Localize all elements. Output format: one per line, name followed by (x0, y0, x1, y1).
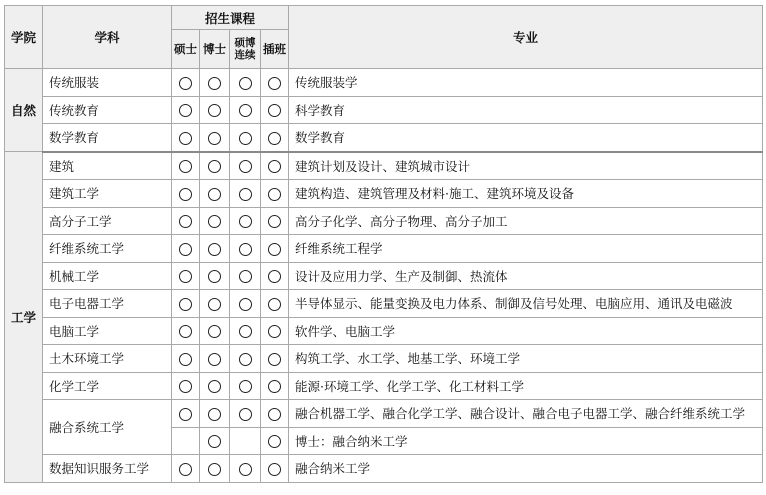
circle-mark-icon (179, 160, 192, 173)
program-mark-cell (230, 96, 261, 124)
program-mark-cell (200, 455, 230, 483)
header-program-integrated: 硕博连续 (230, 30, 261, 69)
table-row (5, 69, 763, 97)
program-mark-cell (261, 207, 289, 235)
program-mark-cell (261, 372, 289, 400)
table-row (5, 207, 763, 235)
header-program-doctor: 博士 (200, 30, 230, 69)
header-program-transfer: 插班 (261, 30, 289, 69)
circle-mark-icon (239, 104, 252, 117)
program-mark-cell (172, 96, 200, 124)
program-mark-cell (200, 152, 230, 180)
circle-mark-icon (208, 160, 221, 173)
circle-mark-icon (239, 270, 252, 283)
subject-cell: 高分子工学 (43, 207, 172, 235)
subject-cell: 化学工学 (43, 372, 172, 400)
program-mark-cell (172, 290, 200, 318)
program-mark-cell (261, 317, 289, 345)
program-mark-cell (261, 262, 289, 290)
program-mark-cell (230, 372, 261, 400)
circle-mark-icon (239, 463, 252, 476)
program-mark-cell (261, 235, 289, 263)
program-mark-cell (172, 69, 200, 97)
table-row (5, 124, 763, 152)
circle-mark-icon (239, 132, 252, 145)
circle-mark-icon (239, 325, 252, 338)
major-cell: 传统服装学 (289, 69, 763, 97)
circle-mark-icon (268, 435, 281, 448)
circle-mark-icon (179, 463, 192, 476)
major-cell: 软件学、电脑工学 (289, 317, 763, 345)
header-program-group: 招生课程 (172, 6, 289, 30)
circle-mark-icon (208, 270, 221, 283)
subject-cell: 机械工学 (43, 262, 172, 290)
header-subject: 学科 (43, 6, 172, 69)
program-mark-cell (172, 400, 200, 428)
circle-mark-icon (179, 298, 192, 311)
program-mark-cell (230, 180, 261, 208)
circle-mark-icon (179, 270, 192, 283)
major-cell: 博士：融合纳米工学 (289, 427, 763, 455)
program-mark-cell (172, 235, 200, 263)
program-mark-cell (261, 427, 289, 455)
circle-mark-icon (268, 77, 281, 90)
table-row (5, 400, 763, 428)
circle-mark-icon (268, 215, 281, 228)
program-mark-cell (230, 69, 261, 97)
table-header (5, 6, 763, 69)
major-cell: 设计及应用力学、生产及制御、热流体 (289, 262, 763, 290)
circle-mark-icon (179, 353, 192, 366)
circle-mark-icon (268, 104, 281, 117)
circle-mark-icon (268, 132, 281, 145)
program-mark-cell (261, 96, 289, 124)
table-row (5, 290, 763, 318)
program-mark-cell (172, 427, 200, 455)
program-mark-cell (172, 345, 200, 373)
circle-mark-icon (239, 380, 252, 393)
circle-mark-icon (268, 298, 281, 311)
circle-mark-icon (239, 408, 252, 421)
program-mark-cell (200, 317, 230, 345)
circle-mark-icon (208, 408, 221, 421)
program-mark-cell (230, 124, 261, 152)
program-mark-cell (200, 69, 230, 97)
major-cell: 数学教育 (289, 124, 763, 152)
circle-mark-icon (179, 104, 192, 117)
circle-mark-icon (179, 243, 192, 256)
header-major: 专业 (289, 6, 763, 69)
circle-mark-icon (268, 243, 281, 256)
subject-cell: 数据知识服务工学 (43, 455, 172, 483)
circle-mark-icon (239, 188, 252, 201)
table-row (5, 455, 763, 483)
program-mark-cell (230, 207, 261, 235)
major-cell: 高分子化学、高分子物理、高分子加工 (289, 207, 763, 235)
program-mark-cell (230, 152, 261, 180)
circle-mark-icon (179, 380, 192, 393)
table-row (5, 317, 763, 345)
program-mark-cell (261, 290, 289, 318)
college-cell: 工学 (5, 152, 43, 483)
program-mark-cell (200, 262, 230, 290)
circle-mark-icon (208, 188, 221, 201)
circle-mark-icon (268, 353, 281, 366)
major-cell: 建筑构造、建筑管理及材料·施工、建筑环境及设备 (289, 180, 763, 208)
program-mark-cell (200, 235, 230, 263)
circle-mark-icon (239, 160, 252, 173)
subject-cell: 电子电器工学 (43, 290, 172, 318)
circle-mark-icon (179, 408, 192, 421)
subject-cell: 传统服装 (43, 69, 172, 97)
circle-mark-icon (179, 132, 192, 145)
program-mark-cell (230, 235, 261, 263)
circle-mark-icon (208, 215, 221, 228)
subject-cell: 纤维系统工学 (43, 235, 172, 263)
program-mark-cell (230, 345, 261, 373)
program-mark-cell (230, 455, 261, 483)
college-cell: 自然 (5, 69, 43, 152)
program-mark-cell (200, 290, 230, 318)
circle-mark-icon (268, 380, 281, 393)
program-mark-cell (261, 69, 289, 97)
circle-mark-icon (208, 463, 221, 476)
circle-mark-icon (268, 188, 281, 201)
circle-mark-icon (239, 298, 252, 311)
program-mark-cell (200, 427, 230, 455)
table-row (5, 152, 763, 180)
program-mark-cell (172, 124, 200, 152)
major-cell: 建筑计划及设计、建筑城市设计 (289, 152, 763, 180)
program-mark-cell (261, 345, 289, 373)
circle-mark-icon (268, 270, 281, 283)
programs-table (4, 5, 763, 483)
circle-mark-icon (179, 215, 192, 228)
header-program-master: 硕士 (172, 30, 200, 69)
program-mark-cell (200, 207, 230, 235)
circle-mark-icon (208, 353, 221, 366)
table-row (5, 96, 763, 124)
program-mark-cell (230, 427, 261, 455)
table-row (5, 235, 763, 263)
subject-cell: 建筑 (43, 152, 172, 180)
header-college: 学院 (5, 6, 43, 69)
program-mark-cell (230, 400, 261, 428)
subject-cell: 建筑工学 (43, 180, 172, 208)
circle-mark-icon (239, 243, 252, 256)
program-mark-cell (200, 372, 230, 400)
major-cell: 融合机器工学、融合化学工学、融合设计、融合电子电器工学、融合纤维系统工学 (289, 400, 763, 428)
table-body (5, 69, 763, 483)
program-mark-cell (172, 455, 200, 483)
circle-mark-icon (239, 215, 252, 228)
program-mark-cell (172, 262, 200, 290)
major-cell: 融合纳米工学 (289, 455, 763, 483)
circle-mark-icon (268, 463, 281, 476)
program-mark-cell (172, 180, 200, 208)
program-mark-cell (200, 96, 230, 124)
circle-mark-icon (179, 188, 192, 201)
program-mark-cell (261, 124, 289, 152)
subject-cell: 数学教育 (43, 124, 172, 152)
circle-mark-icon (239, 77, 252, 90)
circle-mark-icon (179, 77, 192, 90)
program-mark-cell (261, 455, 289, 483)
circle-mark-icon (208, 243, 221, 256)
program-mark-cell (230, 262, 261, 290)
subject-cell: 融合系统工学 (43, 400, 172, 455)
circle-mark-icon (208, 380, 221, 393)
table-row (5, 262, 763, 290)
major-cell: 能源·环境工学、化学工学、化工材料工学 (289, 372, 763, 400)
table-row (5, 372, 763, 400)
program-mark-cell (230, 317, 261, 345)
program-mark-cell (261, 400, 289, 428)
circle-mark-icon (179, 325, 192, 338)
table-row (5, 180, 763, 208)
major-cell: 构筑工学、水工学、地基工学、环境工学 (289, 345, 763, 373)
subject-cell: 传统教育 (43, 96, 172, 124)
program-mark-cell (172, 207, 200, 235)
table-row (5, 345, 763, 373)
circle-mark-icon (208, 77, 221, 90)
program-mark-cell (261, 180, 289, 208)
program-mark-cell (172, 152, 200, 180)
circle-mark-icon (239, 353, 252, 366)
circle-mark-icon (208, 325, 221, 338)
circle-mark-icon (208, 132, 221, 145)
program-mark-cell (200, 180, 230, 208)
circle-mark-icon (268, 408, 281, 421)
circle-mark-icon (208, 104, 221, 117)
major-cell: 科学教育 (289, 96, 763, 124)
subject-cell: 土木环境工学 (43, 345, 172, 373)
circle-mark-icon (268, 325, 281, 338)
major-cell: 纤维系统工程学 (289, 235, 763, 263)
program-mark-cell (172, 372, 200, 400)
circle-mark-icon (208, 435, 221, 448)
program-mark-cell (230, 290, 261, 318)
program-mark-cell (200, 400, 230, 428)
circle-mark-icon (208, 298, 221, 311)
circle-mark-icon (268, 160, 281, 173)
program-mark-cell (200, 345, 230, 373)
program-mark-cell (261, 152, 289, 180)
program-mark-cell (200, 124, 230, 152)
subject-cell: 电脑工学 (43, 317, 172, 345)
program-mark-cell (172, 317, 200, 345)
major-cell: 半导体显示、能量变换及电力体系、制御及信号处理、电脑应用、通讯及电磁波 (289, 290, 763, 318)
